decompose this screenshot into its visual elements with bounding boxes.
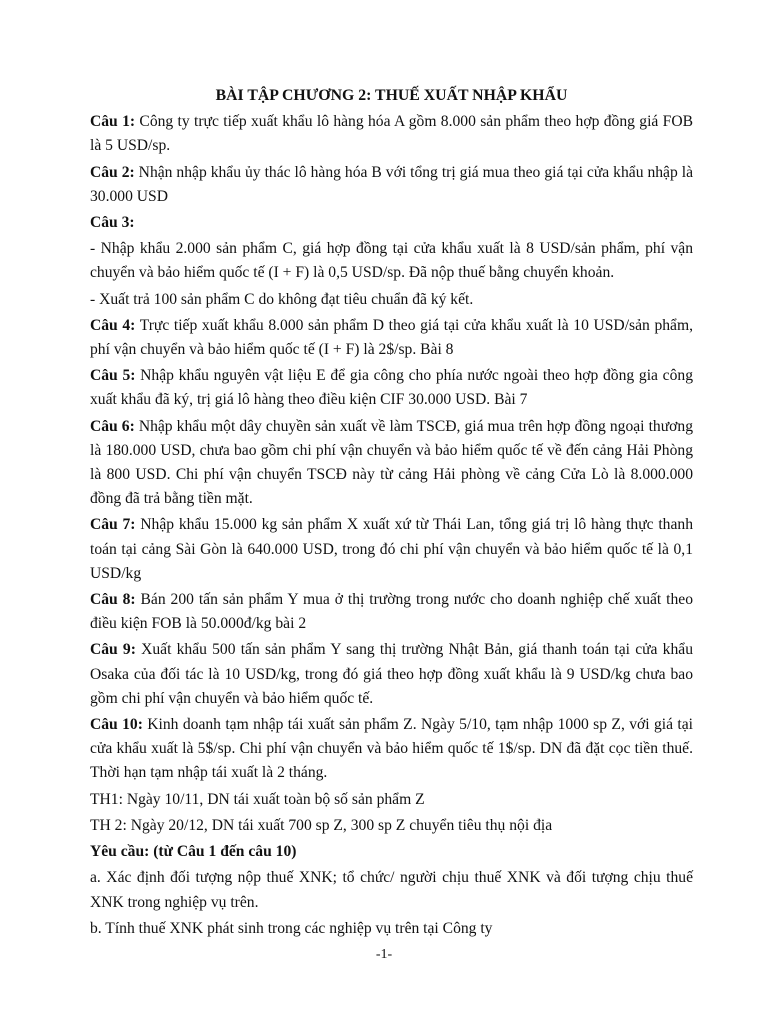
requirement-a: a. Xác định đối tượng nộp thuế XNK; tổ chức/ người chịu thuế XNK và đối tượng chịu thuế XNK trong nghiệp vụ trên. xyxy=(90,869,693,911)
question-7 xyxy=(90,513,693,586)
question-text: - Xuất trả 100 sản phẩm C do không đạt tiêu chuẩn đã ký kết. xyxy=(90,290,474,308)
requirements-heading: Yêu cầu: (từ Câu 1 đến câu 10) xyxy=(90,843,297,861)
page-number: -1- xyxy=(375,947,393,962)
question-3 xyxy=(90,211,693,235)
question-text: Bán 200 tấn sản phẩm Y mua ở thị trường trong nước cho doanh nghiệp chế xuất theo điều kiện FOB là 50.000đ/kg bài 2 xyxy=(90,591,693,633)
question-text: TH1: Ngày 10/11, DN tái xuất toàn bộ số sản phẩm Z xyxy=(90,790,425,808)
question-text: TH 2: Ngày 20/12, DN tái xuất 700 sp Z, 300 sp Z chuyển tiêu thụ nội địa xyxy=(90,816,553,834)
question-text: Xuất khẩu 500 tấn sản phẩm Y sang thị trường Nhật Bản, giá thanh toán tại cửa khẩu Osaka của đối tác là 10 USD/kg, trong đó giá theo hợp đồng xuất khẩu là 9 USD/kg chưa bao gồm chi phí vận chuyển và bảo hiểm quốc tế. xyxy=(90,641,693,707)
question-text: Kinh doanh tạm nhập tái xuất sản phẩm Z. Ngày 5/10, tạm nhập 1000 sp Z, với giá tại cửa khẩu xuất là 5$/sp. Chi phí vận chuyển và bảo hiểm quốc tế 1$/sp. DN đã đặt cọc tiền thuế. Thời hạn tạm nhập tái xuất là 2 tháng. xyxy=(90,716,693,782)
question-label: Câu 1: xyxy=(90,113,136,131)
question-3-item-1 xyxy=(90,237,693,285)
question-6 xyxy=(90,415,693,512)
question-text: Nhập khẩu một dây chuyền sản xuất về làm TSCĐ, giá mua trên hợp đồng ngoại thương là 180.000 USD, chưa bao gồm chi phí vận chuyển và bảo hiểm quốc tế về đến cảng Hải Phòng là 800 USD. Chi phí vận chuyển TSCĐ này từ cảng Hải phòng về cảng Cửa Lò là 8.000.000 đồng đã trả bằng tiền mặt. xyxy=(90,417,693,508)
question-9 xyxy=(90,638,693,711)
question-label: Câu 9: xyxy=(90,641,136,659)
question-label: Câu 7: xyxy=(90,516,136,534)
question-text: Nhập khẩu 15.000 kg sản phẩm X xuất xứ từ Thái Lan, tổng giá trị lô hàng thực thanh toán tại cảng Sài Gòn là 640.000 USD, trong đó chi phí vận chuyển và bảo hiểm quốc tế là 0,1 USD/kg xyxy=(90,516,693,582)
question-label: Câu 4: xyxy=(90,316,136,334)
question-label: Câu 8: xyxy=(90,591,136,609)
question-label: Câu 2: xyxy=(90,163,135,181)
question-text: - Nhập khẩu 2.000 sản phẩm C, giá hợp đồng tại cửa khẩu xuất là 8 USD/sản phẩm, phí vận chuyển và bảo hiểm quốc tế (I + F) là 0,5 USD/sp. Đã nộp thuế bằng chuyển khoản. xyxy=(90,240,693,282)
question-2 xyxy=(90,161,693,209)
question-text: Công ty trực tiếp xuất khẩu lô hàng hóa A gồm 8.000 sản phẩm theo hợp đồng giá FOB là 5 USD/sp. xyxy=(90,113,693,155)
requirement-b: b. Tính thuế XNK phát sinh trong các nghiệp vụ trên tại Công ty xyxy=(90,919,493,937)
question-8 xyxy=(90,588,693,636)
question-3-item-2 xyxy=(90,288,693,312)
question-4 xyxy=(90,314,693,362)
page-title: BÀI TẬP CHƯƠNG 2: THUẾ XUẤT NHẬP KHẨU xyxy=(215,87,568,104)
case-2 xyxy=(90,814,693,838)
question-text: Nhập khẩu nguyên vật liệu E để gia công cho phía nước ngoài theo hợp đồng gia công xuất khẩu đã ký, trị giá lô hàng theo điều kiện CIF 30.000 USD. Bài 7 xyxy=(90,367,693,409)
question-text: Nhận nhập khẩu ủy thác lô hàng hóa B với tổng trị giá mua theo giá tại cửa khẩu nhập là 30.000 USD xyxy=(90,163,693,205)
question-5 xyxy=(90,364,693,412)
question-label: Câu 3: xyxy=(90,214,135,232)
question-label: Câu 5: xyxy=(90,367,136,385)
question-label: Câu 6: xyxy=(90,417,135,435)
question-text: Trực tiếp xuất khẩu 8.000 sản phẩm D theo giá tại cửa khẩu xuất là 10 USD/sản phẩm, phí vận chuyển và bảo hiểm quốc tế (I + F) là 2$/sp. Bài 8 xyxy=(90,316,693,359)
question-1 xyxy=(90,110,693,158)
question-label: Câu 10: xyxy=(90,716,143,734)
case-1 xyxy=(90,788,693,812)
question-10 xyxy=(90,713,693,786)
